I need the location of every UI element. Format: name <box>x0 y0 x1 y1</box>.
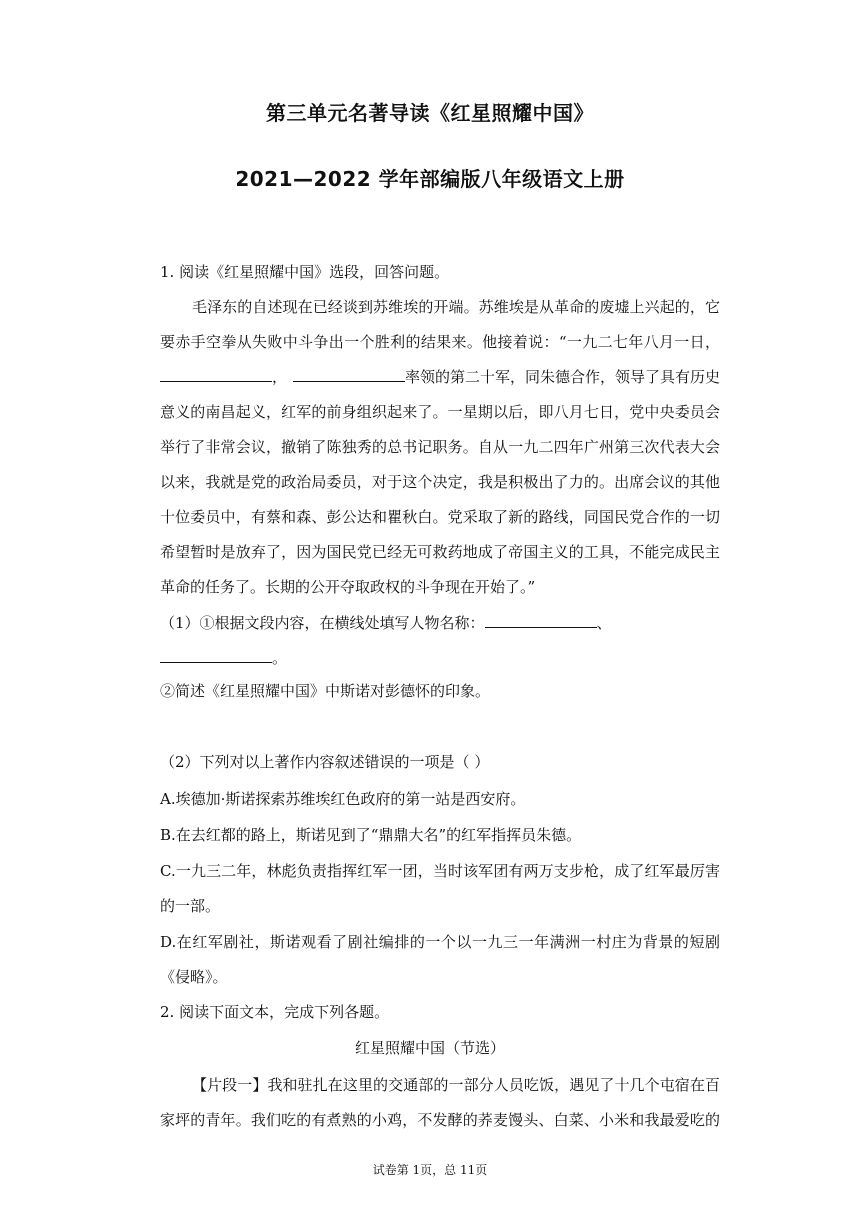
sub-question-1 <box>160 613 720 633</box>
fill-blank[interactable] <box>485 613 597 628</box>
period: 。 <box>272 649 288 667</box>
option-b: B.在去红都的路上，斯诺见到了“鼎鼎大名”的红军指挥员朱德。 <box>160 826 582 844</box>
option-d: D.在红军剧社，斯诺观看了剧社编排的一个以一九三一年满洲一村庄为背景的短剧 <box>160 933 720 951</box>
page-footer: 试卷第 1页，总 11页 <box>372 1163 488 1177</box>
sub-question-2: （2）下列对以上著作内容叙述错误的一项是（ ） <box>160 753 490 771</box>
passage-line: 以来，我就是党的政治局委员，对于这个决定，我是积极出了力的。出席会议的其他 <box>160 473 720 491</box>
fill-blank[interactable] <box>160 367 272 382</box>
passage-line: 毛泽东的自述现在已经谈到苏维埃的开端。苏维埃是从革命的废墟上兴起的，它 <box>192 298 720 316</box>
question-2-prompt: 2. 阅读下面文本，完成下列各题。 <box>160 1003 390 1021</box>
document-subtitle: 2021—2022 学年部编版八年级语文上册 <box>235 167 625 191</box>
option-d-cont: 《侵略》。 <box>160 968 228 986</box>
fill-blank[interactable] <box>160 648 272 663</box>
option-c: C.一九三二年，林彪负责指挥红军一团，当时该军团有两万支步枪，成了红军最厉害 <box>160 862 720 880</box>
fill-blank[interactable] <box>293 367 405 382</box>
passage-line: 举行了非常会议，撤销了陈独秀的总书记职务。自从一九二四年广州第三次代表大会 <box>160 438 720 456</box>
passage-line: 意义的南昌起义，红军的前身组织起来了。一星期以后，即八月七日，党中央委员会 <box>160 403 720 421</box>
passage-line: 革命的任务了。长期的公开夺取政权的斗争现在开始了。” <box>160 578 536 596</box>
passage-line-with-blanks <box>160 367 720 387</box>
separator: 、 <box>596 614 612 632</box>
document-title: 第三单元名著导读《红星照耀中国》 <box>266 101 594 125</box>
question-1-prompt: 1. 阅读《红星照耀中国》选段，回答问题。 <box>160 263 450 281</box>
passage-text: 率领的第二十军，同朱德合作，领导了具有历史 <box>405 368 721 386</box>
passage-line: 希望暂时是放弃了，因为国民党已经无可救药地成了帝国主义的工具，不能完成民主 <box>160 543 720 561</box>
option-a: A.埃德加·斯诺探索苏维埃红色政府的第一站是西安府。 <box>160 790 526 808</box>
excerpt-line: 【片段一】我和驻扎在这里的交通部的一部分人员吃饭，遇见了十几个屯宿在百 <box>192 1076 720 1094</box>
comma: ， <box>272 368 288 386</box>
option-c-cont: 的一部。 <box>160 897 221 915</box>
passage-line: 十位委员中，有蔡和森、彭公达和瞿秋白。党采取了新的路线，同国民党合作的一切 <box>160 508 720 526</box>
text-title: 红星照耀中国（节选） <box>354 1039 505 1057</box>
passage-line: 要赤手空拳从失败中斗争出一个胜利的结果来。他接着说：“一九二七年八月一日， <box>160 333 720 351</box>
sub-question-1b: ②简述《红星照耀中国》中斯诺对彭德怀的印象。 <box>160 682 491 700</box>
sub-question-1-cont <box>160 648 720 668</box>
sub-question-text: （1）①根据文段内容，在横线处填写人物名称： <box>160 614 485 632</box>
excerpt-line: 家坪的青年。我们吃的有煮熟的小鸡，不发酵的荞麦馒头、白菜、小米和我最爱吃的 <box>160 1111 720 1129</box>
